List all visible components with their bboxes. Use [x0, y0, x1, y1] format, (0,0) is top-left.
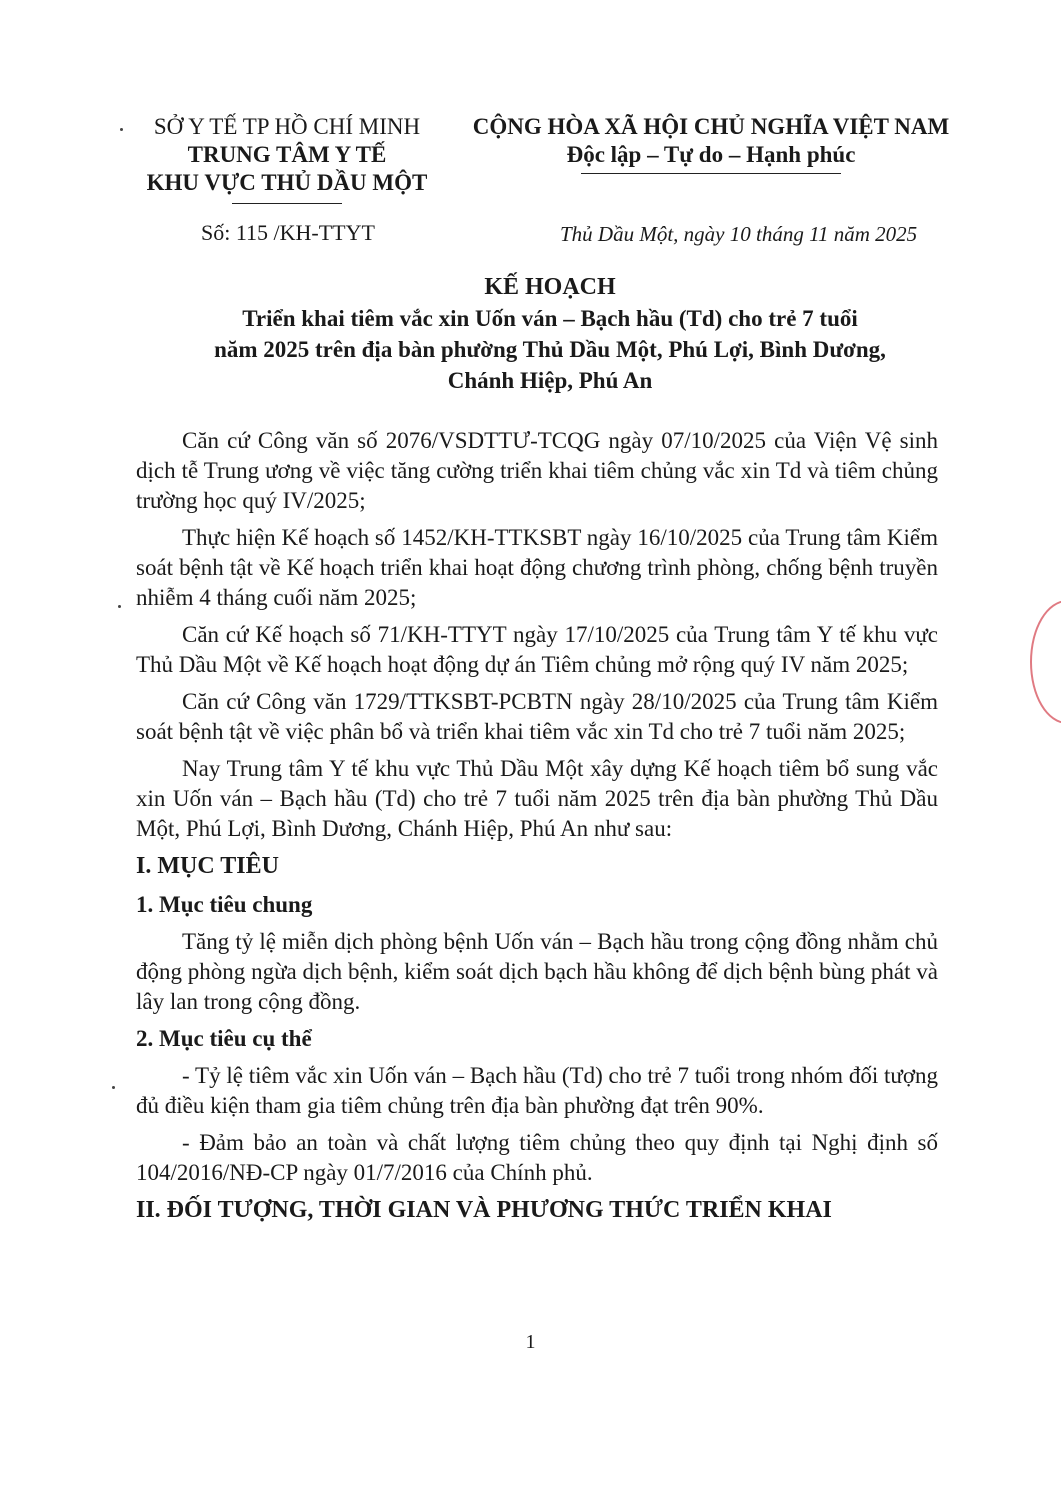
- subsection-1-2-heading: 2. Mục tiêu cụ thể: [136, 1026, 312, 1051]
- title-main: KẾ HOẠCH: [484, 274, 616, 300]
- preamble-paragraph: Căn cứ Kế hoạch số 71/KH-TTYT ngày 17/10/2025 của Trung tâm Y tế khu vực Thủ Dầu Một về Kế hoạch hoạt động dự án Tiêm chủng mở rộng quý IV năm 2025;: [136, 622, 938, 677]
- national-motto-header: [463, 113, 959, 174]
- agency-underline: [232, 203, 342, 204]
- red-seal-stamp: [1030, 600, 1061, 724]
- preamble-paragraph: Thực hiện Kế hoạch số 1452/KH-TTKSBT ngày 16/10/2025 của Trung tâm Kiểm soát bệnh tật về Kế hoạch triển khai hoạt động chương trình phòng, chống bệnh truyền nhiễm 4 tháng cuối năm 2025;: [136, 525, 938, 610]
- scan-speck: [120, 128, 123, 131]
- country-name: CỘNG HÒA XÃ HỘI CHỦ NGHĨA VIỆT NAM: [472, 114, 950, 139]
- scan-speck: [118, 605, 121, 608]
- title-sub-2: năm 2025 trên địa bàn phường Thủ Dầu Một, Phú Lợi, Bình Dương,: [214, 337, 886, 362]
- page-number: 1: [525, 1331, 536, 1353]
- preamble-paragraph: Nay Trung tâm Y tế khu vực Thủ Dầu Một xây dựng Kế hoạch tiêm bổ sung vắc xin Uốn ván – Bạch hầu (Td) cho trẻ 7 tuổi năm 2025 trên địa bàn phường Thủ Dầu Một, Phú Lợi, Bình Dương, Chánh Hiệp, Phú An như sau:: [136, 756, 938, 841]
- section-1-heading: I. MỤC TIÊU: [136, 853, 279, 879]
- section-2-heading: II. ĐỐI TƯỢNG, THỜI GIAN VÀ PHƯƠNG THỨC TRIỂN KHAI: [136, 1197, 832, 1223]
- agency-line-3: KHU VỰC THỦ DẦU MỘT: [146, 170, 428, 195]
- agency-line-2: TRUNG TÂM Y TẾ: [187, 142, 387, 167]
- title-sub-3: Chánh Hiệp, Phú An: [447, 368, 653, 393]
- motto-underline: [581, 173, 841, 174]
- objective-item: - Đảm bảo an toàn và chất lượng tiêm chủng theo quy định tại Nghị định số 104/2016/NĐ-CP ngày 01/7/2016 của Chính phủ.: [136, 1130, 938, 1185]
- objective-item: - Tỷ lệ tiêm vắc xin Uốn ván – Bạch hầu (Td) cho trẻ 7 tuổi trong nhóm đối tượng đủ điều kiện tham gia tiêm chủng trên địa bàn phường đạt trên 90%.: [136, 1063, 938, 1118]
- document-number: Số: 115 /KH-TTYT: [201, 220, 375, 245]
- issuing-agency-header: [128, 113, 446, 204]
- scan-speck: [112, 1086, 115, 1089]
- date-line: Thủ Dầu Một, ngày 10 tháng 11 năm 2025: [560, 222, 918, 246]
- agency-line-1: SỞ Y TẾ TP HỒ CHÍ MINH: [153, 114, 421, 139]
- subsection-1-1-heading: 1. Mục tiêu chung: [136, 892, 313, 917]
- title-sub-1: Triển khai tiêm vắc xin Uốn ván – Bạch hầu (Td) cho trẻ 7 tuổi: [242, 306, 858, 331]
- document-title: [160, 272, 940, 396]
- motto: Độc lập – Tự do – Hạnh phúc: [566, 142, 856, 167]
- preamble-paragraph: Căn cứ Công văn số 2076/VSDTTƯ-TCQG ngày 07/10/2025 của Viện Vệ sinh dịch tễ Trung ương về việc tăng cường triển khai tiêm chủng vắc xin Td và tiêm chủng trường học quý IV/2025;: [136, 428, 938, 513]
- subsection-1-1-text: Tăng tỷ lệ miễn dịch phòng bệnh Uốn ván – Bạch hầu trong cộng đồng nhằm chủ động phòng ngừa dịch bệnh, kiểm soát dịch bạch hầu không để dịch bệnh bùng phát và lây lan trong cộng đồng.: [136, 929, 938, 1014]
- document-body: [136, 426, 938, 1234]
- preamble-paragraph: Căn cứ Công văn 1729/TTKSBT-PCBTN ngày 28/10/2025 của Trung tâm Kiểm soát bệnh tật về việc phân bổ và triển khai tiêm vắc xin Td cho trẻ 7 tuổi năm 2025;: [136, 689, 938, 744]
